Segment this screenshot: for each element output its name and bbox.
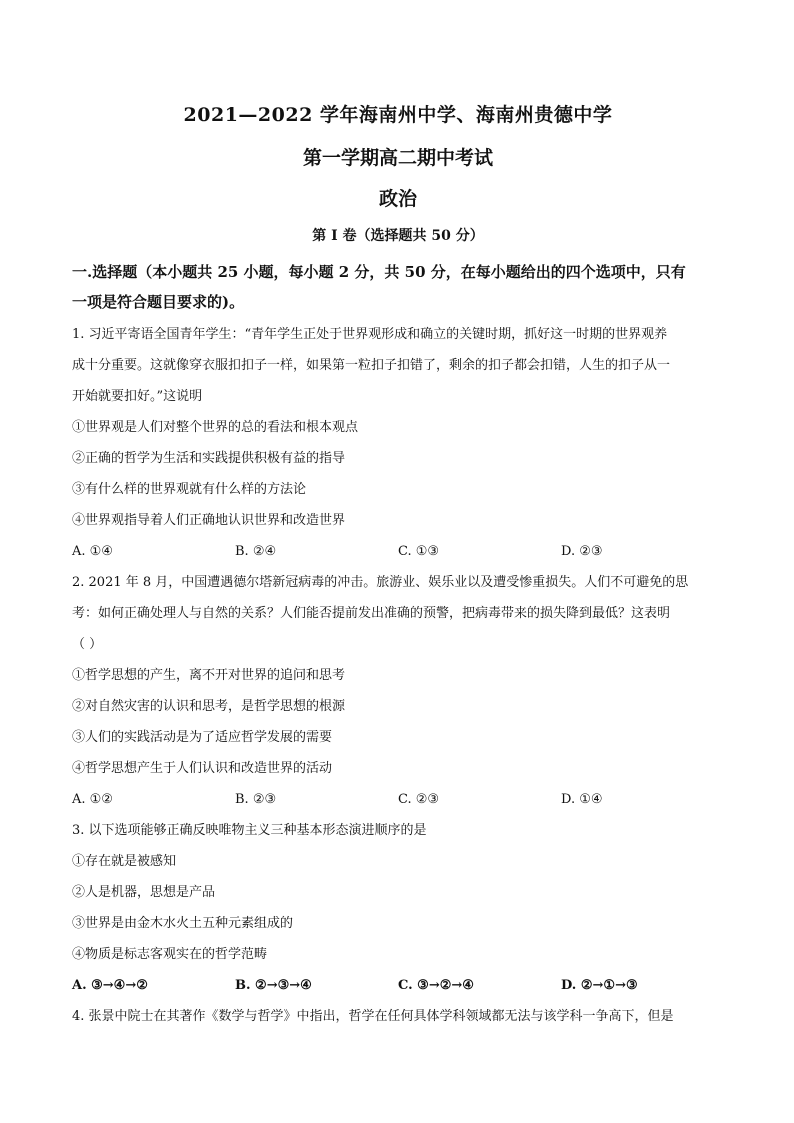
question-3-options (72, 970, 724, 1001)
question-2-options (72, 784, 724, 815)
question-3-option-c[interactable]: C. ③→②→④ (398, 978, 474, 993)
question-1-statement: ②正确的哲学为生活和实践提供积极有益的指导 (72, 451, 346, 466)
question-2 (72, 567, 724, 815)
question-2-option-d[interactable]: D. ①④ (561, 792, 603, 807)
question-1-option-a[interactable]: A. ①④ (72, 544, 113, 559)
exam-title-line1: 2021—2022 学年海南州中学、海南州贵德中学 (183, 104, 613, 126)
question-3-stem: 3. 以下选项能够正确反映唯物主义三种基本形态演进顺序的是 (72, 823, 427, 838)
question-1-stem-line: 成十分重要。这就像穿衣服扣扣子一样，如果第一粒扣子扣错了，剩余的扣子都会扣错，人生的扣子从一 (72, 358, 671, 373)
section-instructions (72, 257, 724, 317)
question-2-stem-line: 考：如何正确处理人与自然的关系？人们能否提前发出准确的预警，把病毒带来的损失降到最低？这表明 (72, 606, 671, 621)
exam-title-line2: 第一学期高二期中考试 (302, 147, 493, 169)
question-1-statement: ①世界观是人们对整个世界的总的看法和根本观点 (72, 420, 359, 435)
question-1-stem-line: 开始就要扣好。”这说明 (72, 389, 203, 404)
question-3-statement: ④物质是标志客观实在的哲学范畴 (72, 947, 268, 962)
question-3-statement: ①存在就是被感知 (72, 854, 177, 869)
question-4-stem-line: 4. 张景中院士在其著作《数学与哲学》中指出，哲学在任何具体学科领域都无法与该学科一争高下，但是 (72, 1009, 674, 1024)
question-1-statement: ③有什么样的世界观就有什么样的方法论 (72, 482, 307, 497)
question-1-option-b[interactable]: B. ②④ (235, 544, 277, 559)
question-3-statement: ②人是机器，思想是产品 (72, 885, 216, 900)
question-2-answer-blank: （ ） (72, 637, 103, 652)
question-2-option-b[interactable]: B. ②③ (235, 792, 277, 807)
question-3-option-d[interactable]: D. ②→①→③ (561, 978, 638, 993)
question-4 (72, 1001, 724, 1032)
section-instructions-line1: 一.选择题（本小题共 25 小题，每小题 2 分，共 50 分，在每小题给出的四个选项中，只有 (72, 263, 686, 281)
question-1-stem-line: 1. 习近平寄语全国青年学生：“青年学生正处于世界观形成和确立的关键时期，抓好这一时期的世界观养 (72, 327, 668, 342)
question-2-statement: ②对自然灾害的认识和思考，是哲学思想的根源 (72, 699, 346, 714)
question-1-options (72, 536, 724, 567)
question-3-statement: ③世界是由金木水火土五种元素组成的 (72, 916, 294, 931)
question-2-statement: ①哲学思想的产生，离不开对世界的追问和思考 (72, 668, 346, 683)
section-instructions-line2: 一项是符合题目要求的)。 (72, 293, 245, 311)
question-2-option-a[interactable]: A. ①② (72, 792, 113, 807)
question-2-statement: ④哲学思想产生于人们认识和改造世界的活动 (72, 761, 333, 776)
question-3 (72, 815, 724, 1001)
question-1-statement: ④世界观指导着人们正确地认识世界和改造世界 (72, 513, 346, 528)
question-3-option-a[interactable]: A. ③→④→② (72, 978, 148, 993)
question-1 (72, 319, 724, 567)
question-1-option-d[interactable]: D. ②③ (561, 544, 603, 559)
volume-heading: 第 I 卷（选择题共 50 分） (312, 228, 484, 244)
question-2-stem-line: 2. 2021 年 8 月，中国遭遇德尔塔新冠病毒的冲击。旅游业、娱乐业以及遭受惨重损失。人们不可避免的思 (72, 575, 689, 590)
question-1-option-c[interactable]: C. ①③ (398, 544, 440, 559)
question-2-statement: ③人们的实践活动是为了适应哲学发展的需要 (72, 730, 333, 745)
question-3-option-b[interactable]: B. ②→③→④ (235, 978, 312, 993)
question-2-option-c[interactable]: C. ②③ (398, 792, 440, 807)
exam-subject: 政治 (378, 188, 417, 210)
exam-page (72, 100, 724, 1032)
